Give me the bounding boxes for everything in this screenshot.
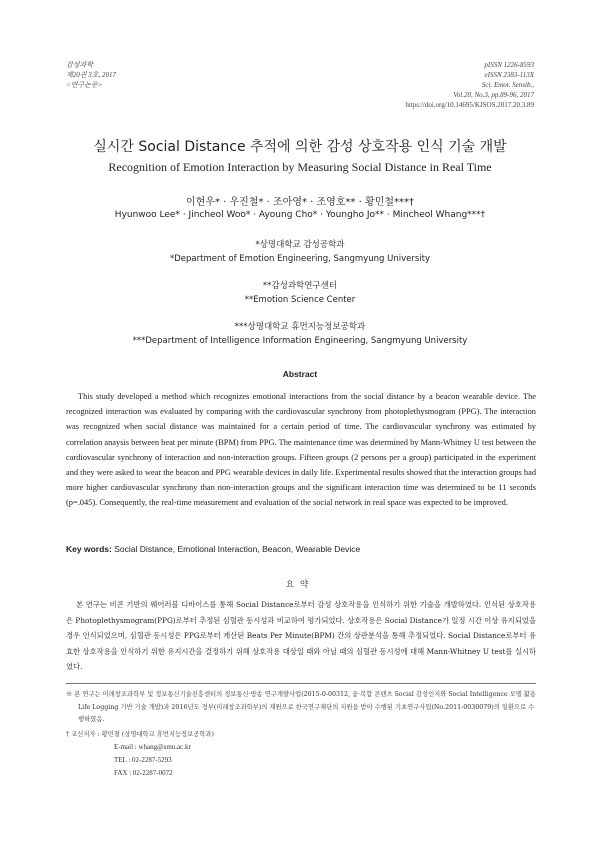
pissn: pISSN 1226-8593 [484, 61, 534, 69]
authors-ko: 이현우* · 우진철* · 조아영* · 조영호** · 황민철***† [185, 197, 415, 208]
keywords-label: Key words: [66, 544, 112, 554]
affiliation-1-ko: *상명대학교 감성공학과 [255, 240, 345, 250]
journal-header-left [66, 60, 116, 90]
journal-header-right [405, 60, 534, 110]
footnote [66, 689, 536, 780]
affiliation-3-en: ***Department of Intelligence Information Engineering, Sangmyung University [132, 336, 468, 346]
abstract-body: This study developed a method which recognizes emotional interactions from the social distance by a beacon wearable device. The recognized interaction was evaluated by comparing with the cardiovascular synchrony from photoplethysmogram (PPG). The interaction was recognized when social distance was maintained for a certain period of time. The cardiovascular synchrony was estimated by correlation anaysis between beat per minute (BPM) from PPG. The maintenance time was determined by Mann-Whitney U test between the cardiovascular synchrony of interaction and non-interaction groups. Fifteen groups (2 persons per a group) participated in the experiment and they were asked to wear the beacon and PPG wearable devices in daily life. Experimental results showed that the interaction groups had more higher cardiovascular synchrony than non-interaction groups and the significant interaction time was determined to be 11 seconds (p=.045). Consequently, the real-time measurement and evaluation of the social network in real space was expected to be improved. [66, 392, 537, 508]
affiliation-1-en: *Department of Emotion Engineering, Sangmyung University [170, 254, 430, 264]
article-type: <연구논문> [66, 81, 103, 89]
contact-fax: FAX : 02-2287-0072 [114, 769, 173, 777]
keywords-text: Social Distance, Emotional Interaction, Beacon, Wearable Device [114, 544, 361, 554]
abstract-heading: Abstract [282, 369, 318, 379]
issue-en: Vol.20, No.3, pp.89-96, 2017 [453, 91, 534, 99]
doi-link[interactable]: https://doi.org/10.14695/KJSOS.2017.20.3.89 [405, 101, 534, 109]
paper-title-en: Recognition of Emotion Interaction by Measuring Social Distance in Real Time [108, 160, 492, 174]
issue-ko: 제20권 3호, 2017 [66, 71, 117, 79]
authors-en: Hyunwoo Lee* · Jincheol Woo* · Ayoung Cho* · Youngho Jo** · Mincheol Whang***† [114, 210, 486, 220]
footnote-divider [66, 683, 536, 684]
journal-name-ko: 감성과학 [66, 61, 94, 69]
contact-email: E-mail : whang@smu.ac.kr [114, 743, 191, 751]
affiliation-2-en: **Emotion Science Center [244, 295, 356, 305]
funding-note: ※ 본 연구는 미래창조과학부 및 정보통신기술진흥센터의 정보통신·방송 연구개발사업(2015-0-00312, 융·복합 콘텐츠 Social 감성인지와 Social Intelligence 모델 활용 Life Logging 기반 기술 개발)과 2016년도 정부(미래창조과학부)의 재원으로 한국연구재단의 지원을 받아 수행된 기초연구사업(No.2011-0030079)의 일환으로 수행하였음. [66, 691, 536, 723]
affiliation-3-ko: ***상명대학교 휴먼지능정보공학과 [234, 322, 366, 332]
affiliation-2-ko: **감성과학연구센터 [262, 281, 338, 291]
eissn: eISSN 2383-113X [484, 71, 534, 79]
contact-tel: TEL : 02-2287-5293 [114, 756, 172, 764]
paper-title-ko: 실시간 Social Distance 추적에 의한 감성 상호작용 인식 기술 개발 [93, 139, 507, 155]
keywords [66, 544, 536, 554]
summary-body: 본 연구는 비콘 기반의 웨어러블 디바이스를 통해 Social Distance로부터 감성 상호작용을 인식하기 위한 기술을 개발하였다. 인식된 상호작용은 Photoplethysmogram(PPG)로부터 추정된 심혈관 동시성과 비교하여 평가되었다. 상호작용은 Social Distance가 일정 시간 이상 유지되었을 경우 인식되었으며, 심혈관 동시성은 PPG로부터 계산된 Beats Per Minute(BPM) 간의 상관분석을 통해 추정되었다. Social Distance로부터 유효한 상호작용을 인식하기 위한 유지시간을 결정하기 위해 상호작용 대상일 때와 아닐 때의 심혈관 동시성에 대해 Mann-Whitney U test를 실시하였다. [66, 600, 536, 672]
summary-heading: 요약 [285, 580, 315, 590]
journal-name-en: Sci. Emot. Sensib., [481, 81, 534, 89]
corresponding-author: † 교신저자 : 황민철 (상명대학교 휴먼지능정보공학과) [66, 730, 214, 738]
